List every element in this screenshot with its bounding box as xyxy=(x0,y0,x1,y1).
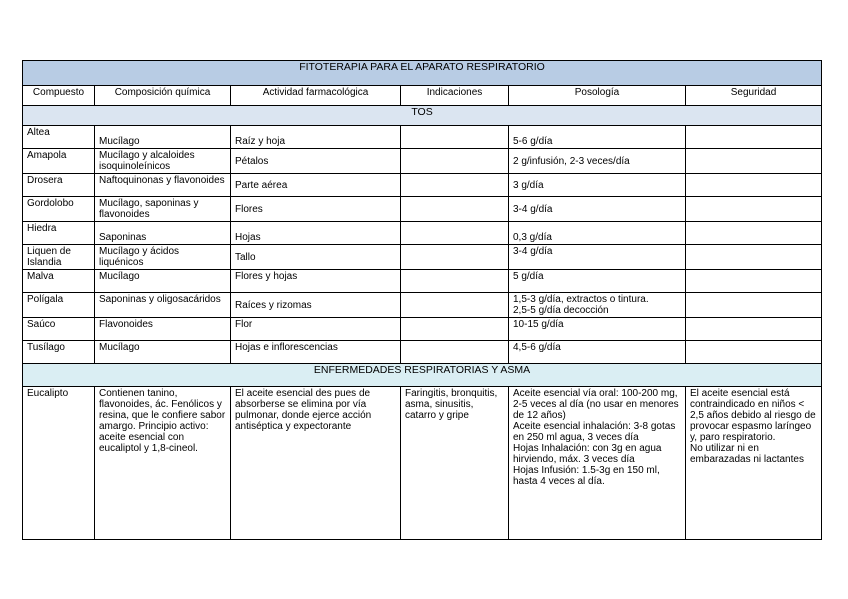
cell-posologia: 2 g/infusión, 2-3 veces/día xyxy=(509,149,686,174)
cell-compuesto: Amapola xyxy=(23,149,95,174)
table-row xyxy=(23,245,822,270)
header-compuesto: Compuesto xyxy=(23,86,95,106)
cell-posologia: 5-6 g/día xyxy=(509,126,686,149)
cell-actividad: Flores y hojas xyxy=(231,270,401,293)
header-seguridad: Seguridad xyxy=(686,86,822,106)
cell-seguridad xyxy=(686,270,822,293)
cell-seguridad xyxy=(686,341,822,364)
cell-indicaciones xyxy=(401,293,509,318)
header-posologia: Posología xyxy=(509,86,686,106)
cell-composicion: Mucílago y alcaloides isoquinoleínicos xyxy=(95,149,231,174)
cell-seguridad: El aceite esencial está contraindicado en niños < 2,5 años debido al riesgo de provocar espasmo laríngeo y, paro respiratorio. No utilizar ni en embarazadas ni lactantes xyxy=(686,387,822,540)
section-row-tos xyxy=(23,106,822,126)
table-header-row xyxy=(23,86,822,106)
cell-posologia: 0,3 g/día xyxy=(509,222,686,245)
section-title-tos: TOS xyxy=(23,106,822,126)
cell-composicion: Saponinas xyxy=(95,222,231,245)
cell-seguridad xyxy=(686,174,822,197)
table-row xyxy=(23,293,822,318)
cell-indicaciones: Faringitis, bronquitis, asma, sinusitis, catarro y gripe xyxy=(401,387,509,540)
cell-actividad: Raíz y hoja xyxy=(231,126,401,149)
cell-composicion: Mucílago xyxy=(95,126,231,149)
cell-compuesto: Malva xyxy=(23,270,95,293)
cell-composicion: Mucílago y ácidos liquénicos xyxy=(95,245,231,270)
cell-compuesto: Liquen de Islandia xyxy=(23,245,95,270)
cell-indicaciones xyxy=(401,149,509,174)
cell-compuesto: Gordolobo xyxy=(23,197,95,222)
table-row xyxy=(23,341,822,364)
cell-seguridad xyxy=(686,149,822,174)
header-indicaciones: Indicaciones xyxy=(401,86,509,106)
cell-posologia: 4,5-6 g/día xyxy=(509,341,686,364)
cell-posologia: 1,5-3 g/día, extractos o tintura. 2,5-5 g/día decocción xyxy=(509,293,686,318)
cell-indicaciones xyxy=(401,174,509,197)
cell-indicaciones xyxy=(401,341,509,364)
cell-seguridad xyxy=(686,126,822,149)
cell-actividad: Parte aérea xyxy=(231,174,401,197)
table-row xyxy=(23,387,822,540)
table-row xyxy=(23,149,822,174)
table-title: FITOTERAPIA PARA EL APARATO RESPIRATORIO xyxy=(23,61,822,86)
cell-posologia: 5 g/día xyxy=(509,270,686,293)
cell-compuesto: Polígala xyxy=(23,293,95,318)
cell-actividad: Raíces y rizomas xyxy=(231,293,401,318)
cell-composicion: Contienen tanino, flavonoides, ác. Fenólicos y resina, que le confiere sabor amargo. Principio activo: aceite esencial con eucaliptol y 1,8-cineol. xyxy=(95,387,231,540)
phytotherapy-table xyxy=(22,60,822,540)
header-composicion: Composición química xyxy=(95,86,231,106)
cell-compuesto: Altea xyxy=(23,126,95,149)
cell-composicion: Mucílago, saponinas y flavonoides xyxy=(95,197,231,222)
cell-indicaciones xyxy=(401,270,509,293)
table-row xyxy=(23,197,822,222)
cell-composicion: Mucílago xyxy=(95,341,231,364)
cell-composicion: Flavonoides xyxy=(95,318,231,341)
cell-actividad: Tallo xyxy=(231,245,401,270)
table-row xyxy=(23,174,822,197)
cell-seguridad xyxy=(686,245,822,270)
cell-actividad: El aceite esencial des pues de absorberse se elimina por vía pulmonar, donde ejerce acción antiséptica y expectorante xyxy=(231,387,401,540)
table-row xyxy=(23,318,822,341)
cell-actividad: Flor xyxy=(231,318,401,341)
table-row xyxy=(23,222,822,245)
cell-actividad: Flores xyxy=(231,197,401,222)
cell-posologia: 3 g/día xyxy=(509,174,686,197)
table-row xyxy=(23,126,822,149)
cell-posologia: 3-4 g/día xyxy=(509,197,686,222)
cell-compuesto: Saúco xyxy=(23,318,95,341)
cell-seguridad xyxy=(686,318,822,341)
table-row xyxy=(23,270,822,293)
cell-actividad: Hojas xyxy=(231,222,401,245)
cell-composicion: Naftoquinonas y flavonoides xyxy=(95,174,231,197)
cell-indicaciones xyxy=(401,126,509,149)
cell-indicaciones xyxy=(401,245,509,270)
section-title-enfermedades: ENFERMEDADES RESPIRATORIAS Y ASMA xyxy=(23,364,822,387)
cell-composicion: Mucílago xyxy=(95,270,231,293)
cell-composicion: Saponinas y oligosacáridos xyxy=(95,293,231,318)
cell-compuesto: Tusílago xyxy=(23,341,95,364)
cell-seguridad xyxy=(686,197,822,222)
cell-posologia: Aceite esencial vía oral: 100-200 mg, 2-5 veces al día (no usar en menores de 12 años) Aceite esencial inhalación: 3-8 gotas en 250 ml agua, 3 veces día Hojas Inhalación: con 3g en agua hirviendo, máx. 3 veces día Hojas Infusión: 1.5-3g en 150 ml, hasta 4 veces al día. xyxy=(509,387,686,540)
cell-indicaciones xyxy=(401,222,509,245)
section-row-enfermedades xyxy=(23,364,822,387)
cell-seguridad xyxy=(686,222,822,245)
table-title-row xyxy=(23,61,822,86)
header-actividad: Actividad farmacológica xyxy=(231,86,401,106)
cell-actividad: Pétalos xyxy=(231,149,401,174)
cell-posologia: 3-4 g/día xyxy=(509,245,686,270)
cell-compuesto: Drosera xyxy=(23,174,95,197)
cell-indicaciones xyxy=(401,318,509,341)
cell-indicaciones xyxy=(401,197,509,222)
cell-seguridad xyxy=(686,293,822,318)
cell-compuesto: Eucalipto xyxy=(23,387,95,540)
cell-actividad: Hojas e inflorescencias xyxy=(231,341,401,364)
cell-compuesto: Hiedra xyxy=(23,222,95,245)
cell-posologia: 10-15 g/día xyxy=(509,318,686,341)
